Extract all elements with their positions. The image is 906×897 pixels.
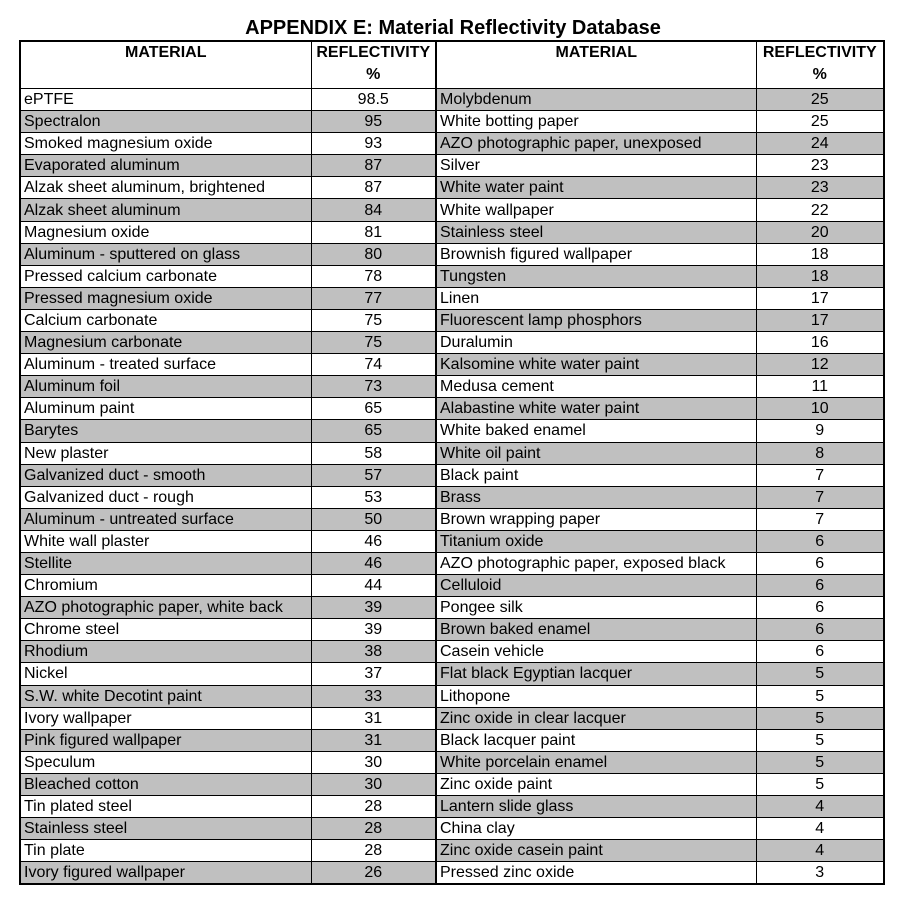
material-cell: Smoked magnesium oxide <box>20 133 311 155</box>
reflectivity-cell: 17 <box>756 287 884 309</box>
material-cell: Tungsten <box>436 265 756 287</box>
material-cell: Alabastine white water paint <box>436 398 756 420</box>
table-row <box>20 685 884 707</box>
material-cell: Black paint <box>436 464 756 486</box>
reflectivity-cell: 95 <box>311 111 436 133</box>
material-cell: Linen <box>436 287 756 309</box>
reflectivity-cell: 93 <box>311 133 436 155</box>
table-row <box>20 177 884 199</box>
table-row <box>20 287 884 309</box>
material-cell: Aluminum paint <box>20 398 311 420</box>
material-cell: Lantern slide glass <box>436 796 756 818</box>
material-cell: Speculum <box>20 751 311 773</box>
reflectivity-cell: 75 <box>311 332 436 354</box>
reflectivity-cell: 4 <box>756 840 884 862</box>
table-row <box>20 707 884 729</box>
material-cell: Fluorescent lamp phosphors <box>436 309 756 331</box>
material-cell: Kalsomine white water paint <box>436 354 756 376</box>
reflectivity-cell: 6 <box>756 552 884 574</box>
reflectivity-cell: 5 <box>756 685 884 707</box>
reflectivity-cell: 9 <box>756 420 884 442</box>
material-cell: Tin plate <box>20 840 311 862</box>
reflectivity-cell: 44 <box>311 575 436 597</box>
reflectivity-cell: 87 <box>311 155 436 177</box>
material-cell: Brown wrapping paper <box>436 508 756 530</box>
table-row <box>20 530 884 552</box>
reflectivity-cell: 7 <box>756 464 884 486</box>
material-cell: Lithopone <box>436 685 756 707</box>
reflectivity-cell: 5 <box>756 663 884 685</box>
table-row <box>20 575 884 597</box>
reflectivity-cell: 25 <box>756 89 884 111</box>
reflectivity-cell: 84 <box>311 199 436 221</box>
reflectivity-cell: 25 <box>756 111 884 133</box>
table-row <box>20 597 884 619</box>
header-reflectivity-left: REFLECTIVITY % <box>311 41 436 89</box>
table-row <box>20 729 884 751</box>
reflectivity-cell: 28 <box>311 796 436 818</box>
table-row <box>20 133 884 155</box>
table-row <box>20 751 884 773</box>
table-row <box>20 552 884 574</box>
reflectivity-cell: 31 <box>311 729 436 751</box>
material-cell: Medusa cement <box>436 376 756 398</box>
material-cell: Flat black Egyptian lacquer <box>436 663 756 685</box>
material-cell: Magnesium oxide <box>20 221 311 243</box>
material-cell: Alzak sheet aluminum, brightened <box>20 177 311 199</box>
reflectivity-cell: 81 <box>311 221 436 243</box>
material-cell: Zinc oxide casein paint <box>436 840 756 862</box>
material-cell: Aluminum - untreated surface <box>20 508 311 530</box>
reflectivity-cell: 73 <box>311 376 436 398</box>
material-cell: White botting paper <box>436 111 756 133</box>
table-row <box>20 619 884 641</box>
table-row <box>20 663 884 685</box>
material-cell: Chrome steel <box>20 619 311 641</box>
reflectivity-cell: 23 <box>756 177 884 199</box>
header-material-left: MATERIAL <box>20 41 311 89</box>
material-cell: Pressed zinc oxide <box>436 862 756 885</box>
table-row <box>20 89 884 111</box>
reflectivity-cell: 50 <box>311 508 436 530</box>
material-cell: Silver <box>436 155 756 177</box>
table-row <box>20 464 884 486</box>
material-cell: Aluminum - treated surface <box>20 354 311 376</box>
table-row <box>20 155 884 177</box>
material-cell: ePTFE <box>20 89 311 111</box>
reflectivity-cell: 5 <box>756 707 884 729</box>
material-cell: Chromium <box>20 575 311 597</box>
material-cell: White oil paint <box>436 442 756 464</box>
material-cell: Stainless steel <box>20 818 311 840</box>
reflectivity-cell: 46 <box>311 552 436 574</box>
material-cell: White water paint <box>436 177 756 199</box>
reflectivity-cell: 30 <box>311 751 436 773</box>
material-cell: Stainless steel <box>436 221 756 243</box>
reflectivity-cell: 74 <box>311 354 436 376</box>
reflectivity-cell: 38 <box>311 641 436 663</box>
material-cell: Bleached cotton <box>20 773 311 795</box>
reflectivity-cell: 39 <box>311 619 436 641</box>
table-row <box>20 243 884 265</box>
reflectivity-cell: 28 <box>311 818 436 840</box>
reflectivity-cell: 53 <box>311 486 436 508</box>
reflectivity-cell: 7 <box>756 486 884 508</box>
material-cell: White wallpaper <box>436 199 756 221</box>
table-row <box>20 818 884 840</box>
reflectivity-cell: 5 <box>756 773 884 795</box>
table-row <box>20 420 884 442</box>
table-row <box>20 199 884 221</box>
reflectivity-cell: 30 <box>311 773 436 795</box>
material-cell: Calcium carbonate <box>20 309 311 331</box>
material-cell: White porcelain enamel <box>436 751 756 773</box>
reflectivity-cell: 80 <box>311 243 436 265</box>
material-cell: Galvanized duct - smooth <box>20 464 311 486</box>
reflectivity-cell: 6 <box>756 641 884 663</box>
table-row <box>20 796 884 818</box>
material-cell: AZO photographic paper, exposed black <box>436 552 756 574</box>
material-cell: Magnesium carbonate <box>20 332 311 354</box>
material-cell: Evaporated aluminum <box>20 155 311 177</box>
reflectivity-cell: 6 <box>756 530 884 552</box>
reflectivity-cell: 33 <box>311 685 436 707</box>
header-reflectivity-right: REFLECTIVITY % <box>756 41 884 89</box>
reflectivity-cell: 10 <box>756 398 884 420</box>
material-cell: Barytes <box>20 420 311 442</box>
reflectivity-cell: 18 <box>756 265 884 287</box>
page-title: APPENDIX E: Material Reflectivity Database <box>245 17 661 39</box>
table-row <box>20 354 884 376</box>
reflectivity-cell: 11 <box>756 376 884 398</box>
reflectivity-cell: 20 <box>756 221 884 243</box>
material-cell: Brown baked enamel <box>436 619 756 641</box>
table-row <box>20 508 884 530</box>
material-cell: Molybdenum <box>436 89 756 111</box>
reflectivity-cell: 75 <box>311 309 436 331</box>
reflectivity-cell: 65 <box>311 398 436 420</box>
table-row <box>20 641 884 663</box>
reflectivity-cell: 77 <box>311 287 436 309</box>
reflectivity-cell: 6 <box>756 619 884 641</box>
table-row <box>20 309 884 331</box>
material-cell: Aluminum foil <box>20 376 311 398</box>
reflectivity-cell: 22 <box>756 199 884 221</box>
material-cell: Pink figured wallpaper <box>20 729 311 751</box>
table-row <box>20 376 884 398</box>
reflectivity-cell: 5 <box>756 729 884 751</box>
reflectivity-cell: 18 <box>756 243 884 265</box>
material-cell: S.W. white Decotint paint <box>20 685 311 707</box>
material-cell: Stellite <box>20 552 311 574</box>
reflectivity-cell: 26 <box>311 862 436 885</box>
material-cell: Ivory figured wallpaper <box>20 862 311 885</box>
reflectivity-cell: 65 <box>311 420 436 442</box>
material-cell: China clay <box>436 818 756 840</box>
material-cell: Celluloid <box>436 575 756 597</box>
material-cell: Aluminum - sputtered on glass <box>20 243 311 265</box>
reflectivity-cell: 8 <box>756 442 884 464</box>
material-cell: Spectralon <box>20 111 311 133</box>
table-row <box>20 265 884 287</box>
reflectivity-cell: 58 <box>311 442 436 464</box>
table-row <box>20 862 884 885</box>
reflectivity-cell: 31 <box>311 707 436 729</box>
table-row <box>20 486 884 508</box>
header-material-right: MATERIAL <box>436 41 756 89</box>
reflectivity-cell: 39 <box>311 597 436 619</box>
material-cell: Pongee silk <box>436 597 756 619</box>
table-row <box>20 840 884 862</box>
reflectivity-cell: 16 <box>756 332 884 354</box>
reflectivity-cell: 87 <box>311 177 436 199</box>
table-row <box>20 221 884 243</box>
material-cell: Pressed magnesium oxide <box>20 287 311 309</box>
reflectivity-table <box>19 40 885 885</box>
material-cell: Titanium oxide <box>436 530 756 552</box>
reflectivity-cell: 78 <box>311 265 436 287</box>
material-cell: Brass <box>436 486 756 508</box>
reflectivity-cell: 57 <box>311 464 436 486</box>
material-cell: Duralumin <box>436 332 756 354</box>
material-cell: Casein vehicle <box>436 641 756 663</box>
material-cell: White wall plaster <box>20 530 311 552</box>
material-cell: Galvanized duct - rough <box>20 486 311 508</box>
reflectivity-cell: 17 <box>756 309 884 331</box>
material-cell: Ivory wallpaper <box>20 707 311 729</box>
reflectivity-cell: 5 <box>756 751 884 773</box>
reflectivity-cell: 4 <box>756 796 884 818</box>
material-cell: Alzak sheet aluminum <box>20 199 311 221</box>
material-cell: AZO photographic paper, unexposed <box>436 133 756 155</box>
material-cell: Tin plated steel <box>20 796 311 818</box>
material-cell: AZO photographic paper, white back <box>20 597 311 619</box>
table-row <box>20 442 884 464</box>
reflectivity-cell: 6 <box>756 575 884 597</box>
material-cell: New plaster <box>20 442 311 464</box>
table-row <box>20 773 884 795</box>
material-cell: Rhodium <box>20 641 311 663</box>
material-cell: Zinc oxide paint <box>436 773 756 795</box>
table-row <box>20 398 884 420</box>
material-cell: Nickel <box>20 663 311 685</box>
material-cell: Pressed calcium carbonate <box>20 265 311 287</box>
reflectivity-cell: 24 <box>756 133 884 155</box>
reflectivity-cell: 3 <box>756 862 884 885</box>
reflectivity-cell: 7 <box>756 508 884 530</box>
table-row <box>20 111 884 133</box>
table-row <box>20 332 884 354</box>
reflectivity-cell: 6 <box>756 597 884 619</box>
table-header-row <box>20 41 884 89</box>
material-cell: White baked enamel <box>436 420 756 442</box>
reflectivity-cell: 46 <box>311 530 436 552</box>
reflectivity-cell: 4 <box>756 818 884 840</box>
reflectivity-cell: 28 <box>311 840 436 862</box>
material-cell: Black lacquer paint <box>436 729 756 751</box>
reflectivity-cell: 23 <box>756 155 884 177</box>
reflectivity-cell: 12 <box>756 354 884 376</box>
material-cell: Brownish figured wallpaper <box>436 243 756 265</box>
reflectivity-cell: 37 <box>311 663 436 685</box>
material-cell: Zinc oxide in clear lacquer <box>436 707 756 729</box>
reflectivity-cell: 98.5 <box>311 89 436 111</box>
